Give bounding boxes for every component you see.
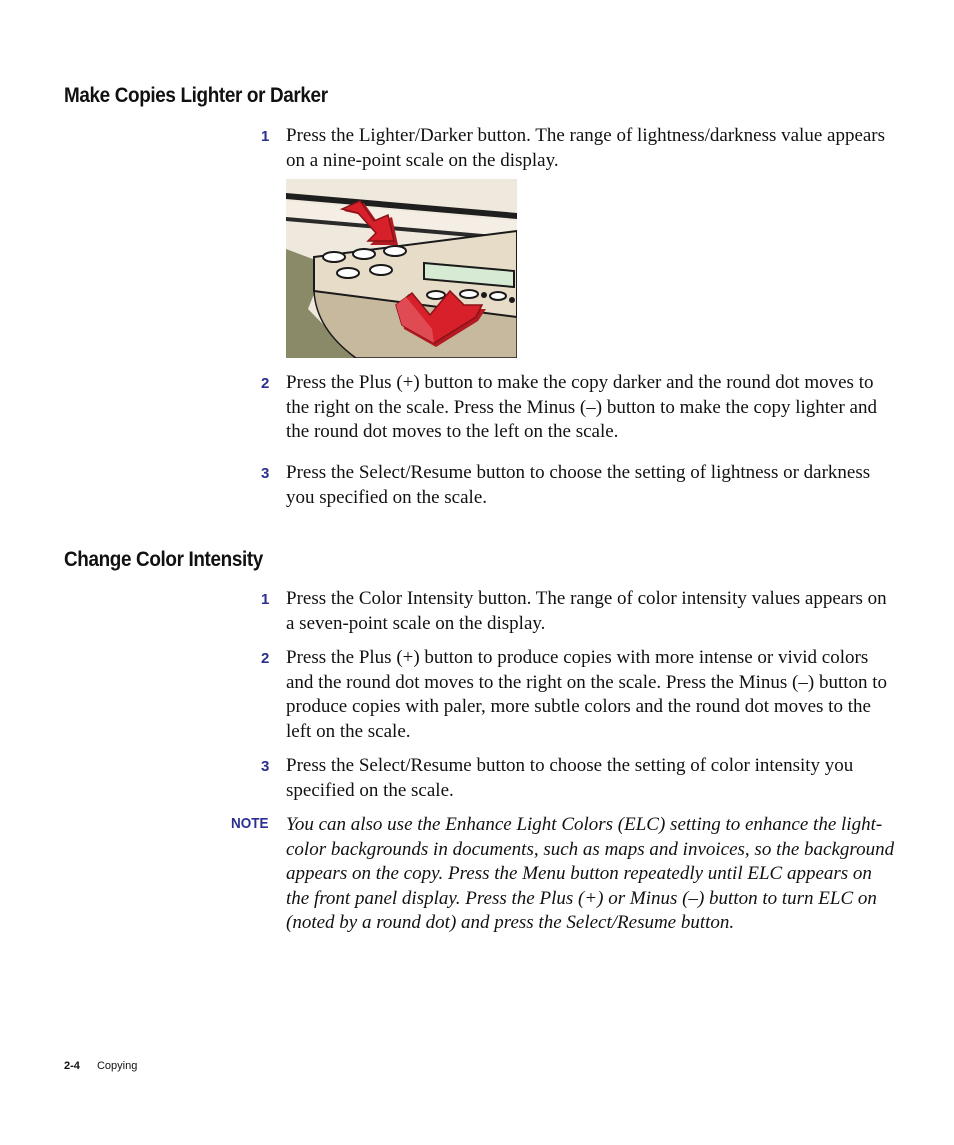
step-text: Press the Plus (+) button to produce copies with more intense or vivid colors and the round dot moves to the right on the scale. Press the Minus (–) button to produce copies with paler, more subtle colors and the round dot moves to the left on the scale.	[286, 647, 888, 742]
control-panel-illustration	[286, 179, 517, 358]
step-text: Press the Select/Resume button to choose the setting of color intensity you specified on the scale.	[286, 755, 854, 801]
control-panel-figure	[286, 179, 517, 358]
note-label: NOTE	[231, 815, 269, 832]
step-item	[255, 587, 895, 636]
step-text: Press the Color Intensity button. The range of color intensity values appears on a seven-point scale on the display.	[286, 588, 887, 634]
section-heading-lighter-darker: Make Copies Lighter or Darker	[64, 84, 328, 107]
step-text: Press the Lighter/Darker button. The range of lightness/darkness value appears on a nine-point scale on the display.	[286, 125, 886, 171]
step-number: 1	[261, 128, 270, 145]
step-text: Press the Plus (+) button to make the copy darker and the round dot moves to the right on the scale. Press the Minus (–) button to make the copy lighter and the round dot moves to the left on the scale.	[286, 372, 877, 442]
step-item	[255, 461, 895, 510]
step-number: 3	[261, 758, 270, 775]
step-number: 3	[261, 465, 270, 482]
step-item	[255, 646, 895, 744]
step-text: Press the Select/Resume button to choose the setting of lightness or darkness you specified on the scale.	[286, 462, 871, 508]
step-number: 1	[261, 591, 270, 608]
step-number: 2	[261, 650, 270, 667]
step-item	[255, 371, 895, 445]
page-footer	[64, 1060, 137, 1072]
step-item	[255, 754, 895, 803]
note-text: You can also use the Enhance Light Colors (ELC) setting to enhance the light-color backgrounds in documents, such as maps and invoices, so the background appears on the copy. Press the Menu button repeatedly until ELC appears on the front panel display. Press the Plus (+) or Minus (–) button to turn ELC on (noted by a round dot) and press the Select/Resume button.	[286, 814, 895, 933]
step-number: 2	[261, 375, 270, 392]
section-heading-color-intensity: Change Color Intensity	[64, 548, 263, 571]
footer-section-name: Copying	[96, 1060, 138, 1072]
step-item	[255, 124, 895, 173]
page-number: 2-4	[64, 1060, 80, 1072]
